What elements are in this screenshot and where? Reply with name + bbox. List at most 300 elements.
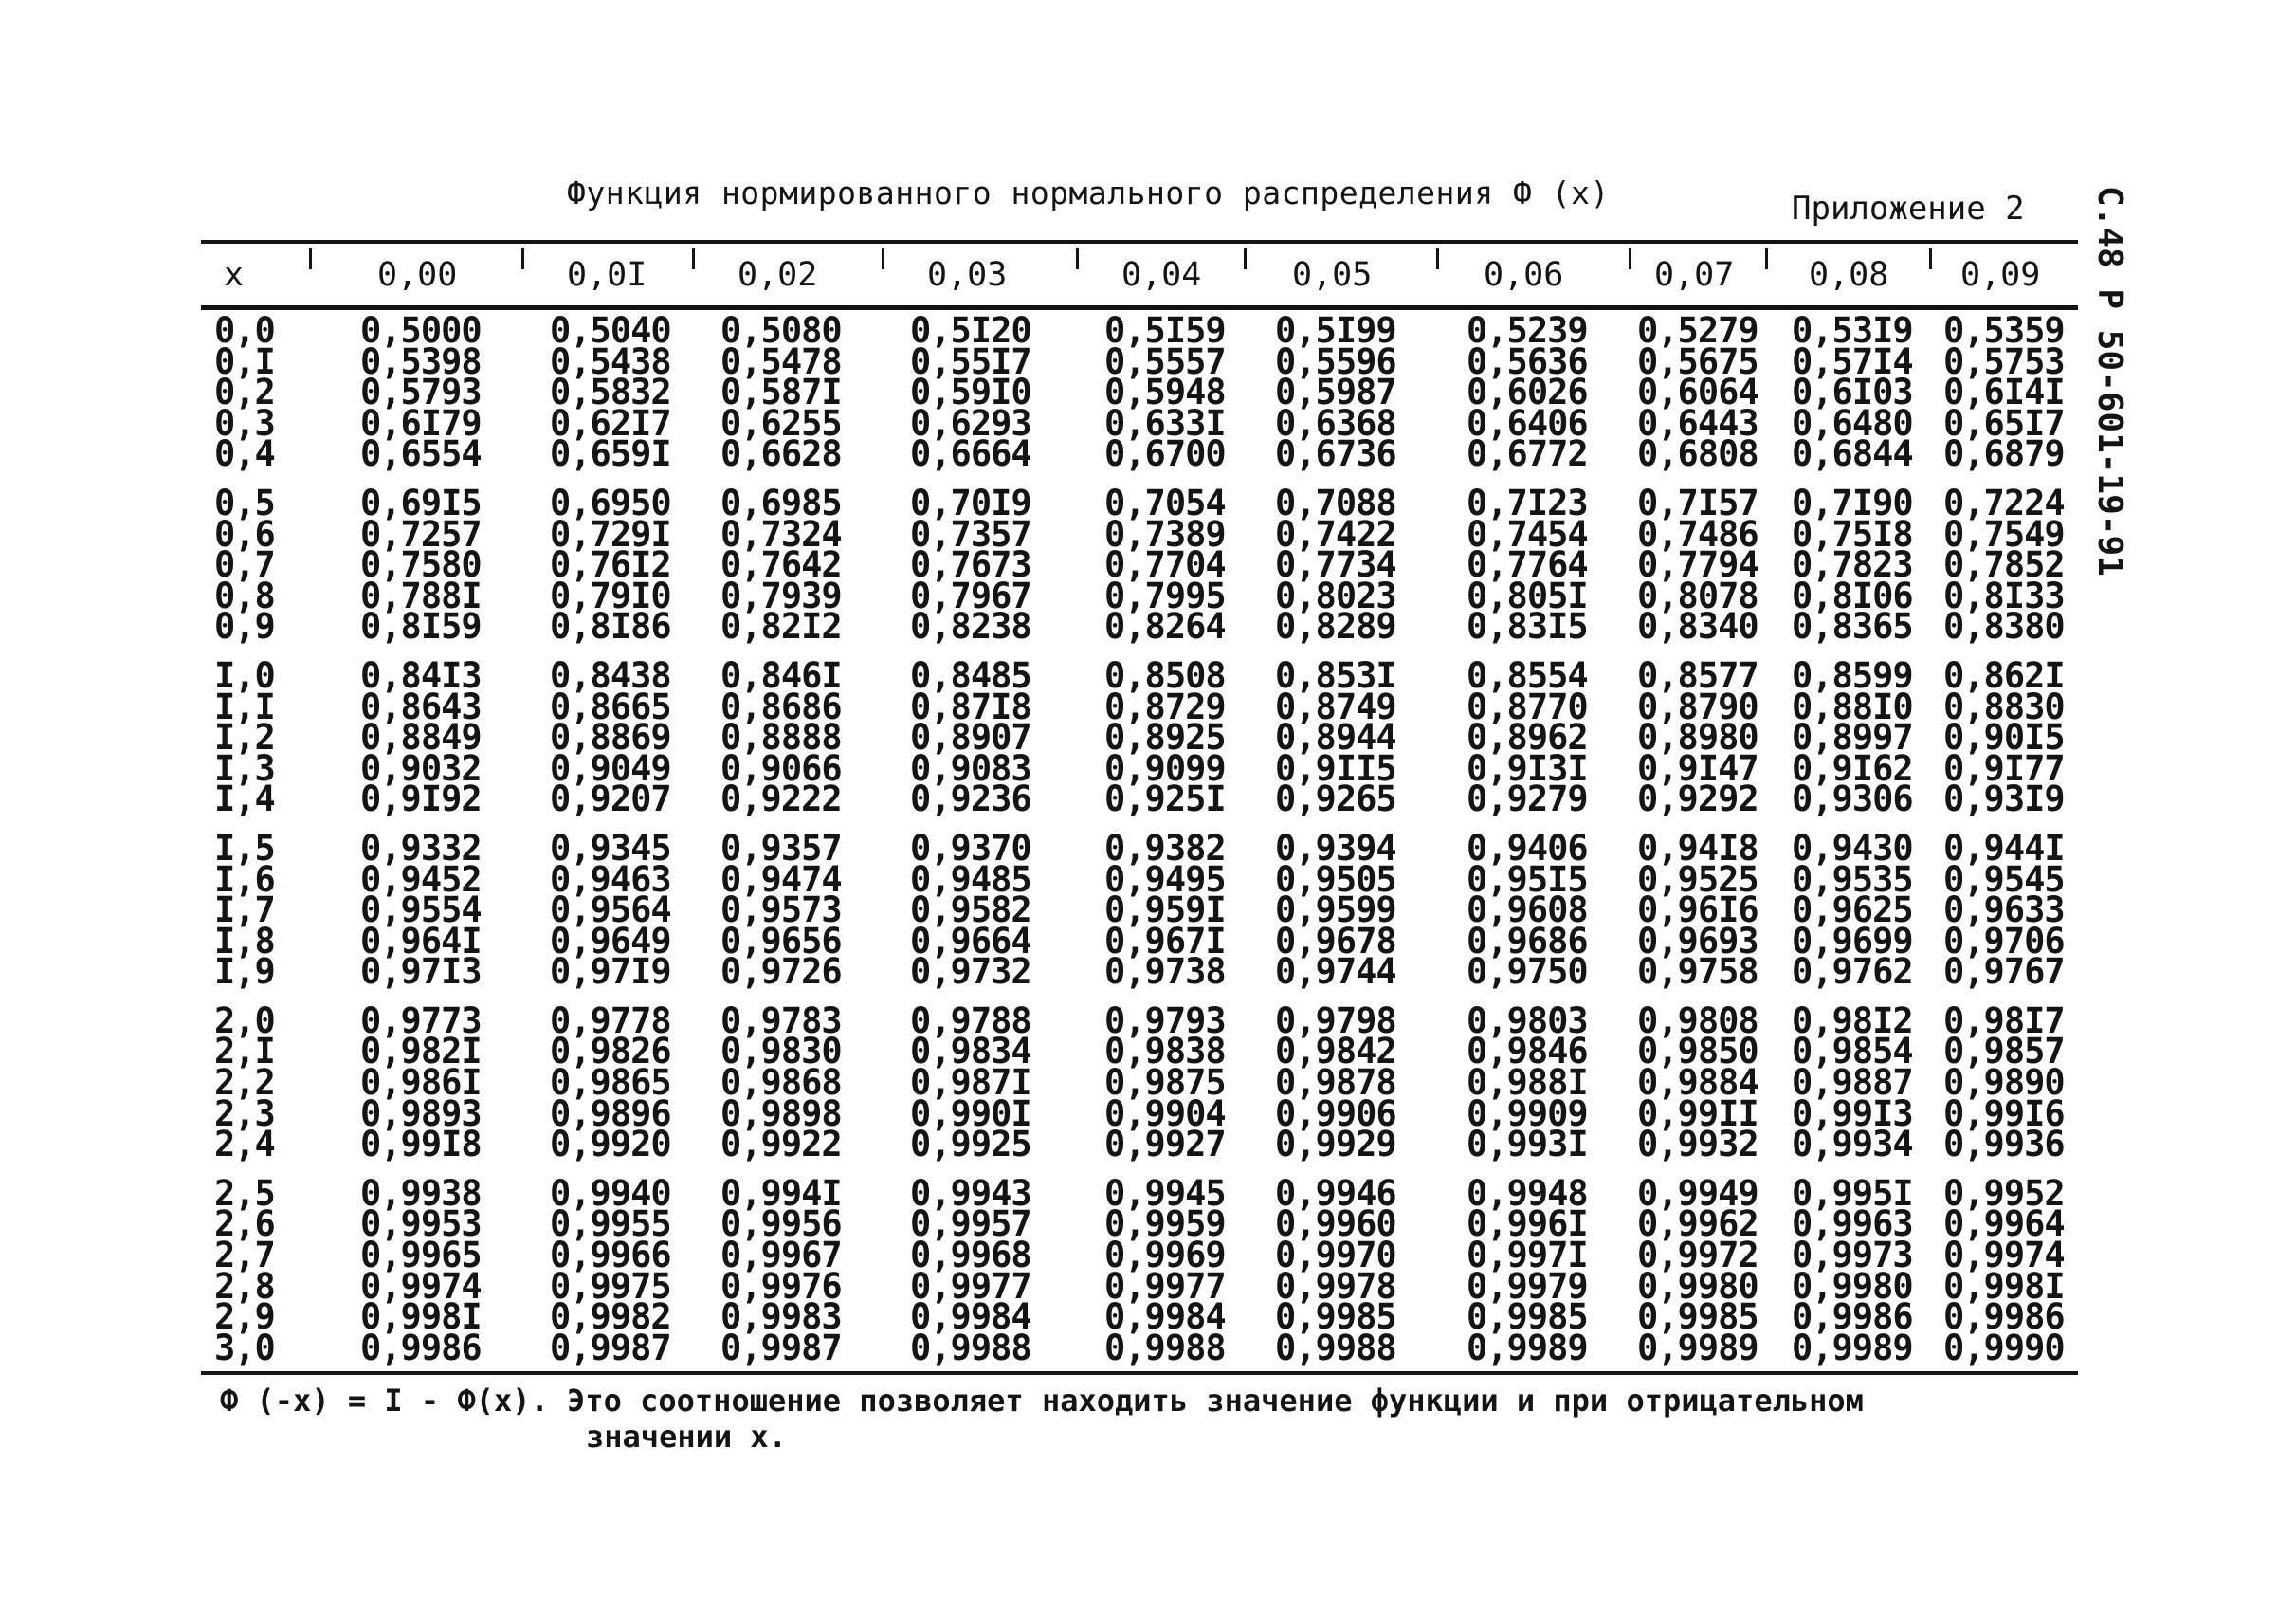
phi-value-cell: 0,6293	[910, 402, 1031, 444]
phi-value-cell: 0,986I	[360, 1062, 482, 1104]
x-value-cell: 0,9	[214, 606, 275, 648]
phi-value-cell: 0,7422	[1275, 513, 1396, 555]
table-title: Функция нормированного нормального распределения Ф (х)	[567, 174, 1610, 211]
phi-value-cell: 0,988I	[1467, 1062, 1588, 1104]
phi-value-cell: 0,9967	[720, 1235, 842, 1276]
phi-value-cell: 0,9345	[550, 827, 671, 869]
phi-value-cell: 0,7549	[1943, 513, 2065, 555]
x-value-cell: 0,I	[214, 340, 275, 382]
phi-value-cell: 0,9940	[550, 1172, 671, 1214]
phi-value-cell: 0,9989	[1637, 1327, 1758, 1368]
phi-value-cell: 0,99I8	[360, 1124, 482, 1165]
phi-value-cell: 0,9934	[1792, 1124, 1913, 1165]
phi-value-cell: 0,9699	[1792, 920, 1913, 962]
phi-value-cell: 0,5000	[360, 310, 482, 351]
phi-value-cell: 0,7939	[720, 575, 842, 616]
phi-value-cell: 0,6064	[1637, 372, 1758, 413]
x-value-cell: I,8	[214, 920, 275, 962]
phi-value-cell: 0,788I	[360, 575, 482, 616]
phi-value-cell: 0,9222	[720, 779, 842, 820]
phi-value-cell: 0,9972	[1637, 1235, 1758, 1276]
column-header: 0,05	[1292, 256, 1373, 294]
phi-value-cell: 0,9986	[1792, 1296, 1913, 1338]
phi-value-cell: 0,5040	[550, 310, 671, 351]
x-value-cell: I,2	[214, 717, 275, 759]
phi-value-cell: 0,9964	[1943, 1203, 2065, 1245]
phi-value-cell: 0,6554	[360, 433, 482, 475]
phi-value-cell: 0,9927	[1104, 1124, 1226, 1165]
phi-value-cell: 0,9798	[1275, 999, 1396, 1041]
phi-value-cell: 0,53I9	[1792, 310, 1913, 351]
phi-value-cell: 0,9920	[550, 1124, 671, 1165]
phi-value-cell: 0,9099	[1104, 747, 1226, 789]
phi-value-cell: 0,967I	[1104, 920, 1226, 962]
phi-value-cell: 0,9750	[1467, 951, 1588, 993]
phi-value-cell: 0,5987	[1275, 372, 1396, 413]
phi-value-cell: 0,862I	[1943, 654, 2065, 696]
column-header: 0,07	[1654, 256, 1735, 294]
phi-value-cell: 0,9265	[1275, 779, 1396, 820]
phi-value-cell: 0,7852	[1943, 544, 2065, 586]
phi-value-cell: 0,8770	[1467, 686, 1588, 727]
x-value-cell: I,9	[214, 951, 275, 993]
phi-value-cell: 0,6480	[1792, 402, 1913, 444]
phi-value-cell: 0,959I	[1104, 889, 1226, 931]
phi-value-cell: 0,7324	[720, 513, 842, 555]
header-divider-tick	[1629, 248, 1631, 269]
phi-value-cell: 0,6879	[1943, 433, 2065, 475]
phi-value-cell: 0,9976	[720, 1265, 842, 1307]
column-header: 0,09	[1960, 256, 2041, 294]
phi-value-cell: 0,8849	[360, 717, 482, 759]
phi-value-cell: 0,6443	[1637, 402, 1758, 444]
phi-value-cell: 0,7704	[1104, 544, 1226, 586]
phi-value-cell: 0,6368	[1275, 402, 1396, 444]
phi-value-cell: 0,995I	[1792, 1172, 1913, 1214]
x-value-cell: 2,9	[214, 1296, 275, 1338]
phi-value-cell: 0,9977	[910, 1265, 1031, 1307]
header-divider-tick	[1436, 248, 1439, 269]
phi-value-cell: 0,7967	[910, 575, 1031, 616]
phi-value-cell: 0,5557	[1104, 340, 1226, 382]
x-value-cell: 0,7	[214, 544, 275, 586]
phi-value-cell: 0,9962	[1637, 1203, 1758, 1245]
phi-value-cell: 0,9868	[720, 1062, 842, 1104]
phi-value-cell: 0,846I	[720, 654, 842, 696]
phi-value-cell: 0,84I3	[360, 654, 482, 696]
phi-value-cell: 0,5239	[1467, 310, 1588, 351]
phi-value-cell: 0,62I7	[550, 402, 671, 444]
phi-value-cell: 0,5080	[720, 310, 842, 351]
phi-value-cell: 0,9975	[550, 1265, 671, 1307]
phi-value-cell: 0,659I	[550, 433, 671, 475]
phi-value-cell: 0,9826	[550, 1031, 671, 1072]
header-divider-tick	[1765, 248, 1768, 269]
phi-value-cell: 0,9987	[720, 1327, 842, 1368]
phi-value-cell: 0,5948	[1104, 372, 1226, 413]
x-value-cell: I,7	[214, 889, 275, 931]
phi-value-cell: 0,55I7	[910, 340, 1031, 382]
x-value-cell: I,I	[214, 686, 275, 727]
phi-value-cell: 0,7486	[1637, 513, 1758, 555]
x-value-cell: I,4	[214, 779, 275, 820]
phi-value-cell: 0,8078	[1637, 575, 1758, 616]
phi-value-cell: 0,9865	[550, 1062, 671, 1104]
phi-value-cell: 0,8I86	[550, 606, 671, 648]
phi-value-cell: 0,9292	[1637, 779, 1758, 820]
phi-value-cell: 0,8830	[1943, 686, 2065, 727]
phi-value-cell: 0,7088	[1275, 482, 1396, 523]
phi-value-cell: 0,9980	[1792, 1265, 1913, 1307]
phi-value-cell: 0,8869	[550, 717, 671, 759]
phi-value-cell: 0,587I	[720, 372, 842, 413]
phi-value-cell: 0,9554	[360, 889, 482, 931]
phi-value-cell: 0,5359	[1943, 310, 2065, 351]
phi-value-cell: 0,9965	[360, 1235, 482, 1276]
x-value-cell: 0,0	[214, 310, 275, 351]
phi-value-cell: 0,5I20	[910, 310, 1031, 351]
phi-value-cell: 0,9985	[1275, 1296, 1396, 1338]
phi-value-cell: 0,9485	[910, 858, 1031, 900]
phi-value-cell: 0,70I9	[910, 482, 1031, 523]
phi-value-cell: 0,8023	[1275, 575, 1396, 616]
phi-value-cell: 0,9952	[1943, 1172, 2065, 1214]
phi-value-cell: 0,9726	[720, 951, 842, 993]
phi-value-cell: 0,7I23	[1467, 482, 1588, 523]
phi-value-cell: 0,9834	[910, 1031, 1031, 1072]
phi-value-cell: 0,9970	[1275, 1235, 1396, 1276]
phi-value-cell: 0,9564	[550, 889, 671, 931]
phi-value-cell: 0,8790	[1637, 686, 1758, 727]
phi-value-cell: 0,6772	[1467, 433, 1588, 475]
phi-value-cell: 0,9890	[1943, 1062, 2065, 1104]
phi-value-cell: 0,6I4I	[1943, 372, 2065, 413]
phi-value-cell: 0,9838	[1104, 1031, 1226, 1072]
phi-value-cell: 0,9904	[1104, 1092, 1226, 1134]
phi-value-cell: 0,6255	[720, 402, 842, 444]
phi-value-cell: 0,996I	[1467, 1203, 1588, 1245]
phi-value-cell: 0,9I62	[1792, 747, 1913, 789]
phi-value-cell: 0,6I79	[360, 402, 482, 444]
phi-value-cell: 0,9430	[1792, 827, 1913, 869]
phi-value-cell: 0,9949	[1637, 1172, 1758, 1214]
phi-value-cell: 0,8749	[1275, 686, 1396, 727]
phi-value-cell: 0,9032	[360, 747, 482, 789]
x-value-cell: 2,I	[214, 1031, 275, 1072]
phi-value-cell: 0,9936	[1943, 1124, 2065, 1165]
phi-value-cell: 0,9693	[1637, 920, 1758, 962]
phi-value-cell: 0,9906	[1275, 1092, 1396, 1134]
phi-value-cell: 0,5I59	[1104, 310, 1226, 351]
phi-value-cell: 0,99II	[1637, 1092, 1758, 1134]
column-header: 0,02	[738, 256, 818, 294]
phi-value-cell: 0,8289	[1275, 606, 1396, 648]
phi-value-cell: 0,7454	[1467, 513, 1588, 555]
column-header: 0,0I	[567, 256, 647, 294]
table-row	[201, 433, 2078, 475]
phi-value-cell: 0,944I	[1943, 827, 2065, 869]
phi-value-cell: 0,9382	[1104, 827, 1226, 869]
phi-value-cell: 0,9969	[1104, 1235, 1226, 1276]
phi-value-cell: 0,8599	[1792, 654, 1913, 696]
phi-value-cell: 0,9956	[720, 1203, 842, 1245]
phi-value-cell: 0,5832	[550, 372, 671, 413]
x-value-cell: I,3	[214, 747, 275, 789]
phi-value-cell: 0,982I	[360, 1031, 482, 1072]
phi-value-cell: 0,9986	[360, 1327, 482, 1368]
phi-value-cell: 0,6628	[720, 433, 842, 475]
phi-value-cell: 0,7642	[720, 544, 842, 586]
phi-value-cell: 0,9959	[1104, 1203, 1226, 1245]
phi-value-cell: 0,7794	[1637, 544, 1758, 586]
row-group	[201, 999, 2078, 1165]
phi-value-cell: 0,88I0	[1792, 686, 1913, 727]
phi-value-cell: 0,9495	[1104, 858, 1226, 900]
x-value-cell: 2,4	[214, 1124, 275, 1165]
phi-value-cell: 0,75I8	[1792, 513, 1913, 555]
x-value-cell: 2,5	[214, 1172, 275, 1214]
phi-value-cell: 0,9982	[550, 1296, 671, 1338]
phi-value-cell: 0,9985	[1637, 1296, 1758, 1338]
column-header: 0,03	[927, 256, 1008, 294]
phi-value-cell: 0,993I	[1467, 1124, 1588, 1165]
phi-value-cell: 0,9394	[1275, 827, 1396, 869]
phi-value-cell: 0,9875	[1104, 1062, 1226, 1104]
phi-value-cell: 0,9505	[1275, 858, 1396, 900]
phi-value-cell: 0,990I	[910, 1092, 1031, 1134]
phi-value-cell: 0,8438	[550, 654, 671, 696]
phi-value-cell: 0,9706	[1943, 920, 2065, 962]
phi-value-cell: 0,9582	[910, 889, 1031, 931]
phi-value-cell: 0,9573	[720, 889, 842, 931]
phi-value-cell: 0,8485	[910, 654, 1031, 696]
phi-value-cell: 0,8944	[1275, 717, 1396, 759]
phi-value-cell: 0,9893	[360, 1092, 482, 1134]
phi-value-cell: 0,9656	[720, 920, 842, 962]
table-top-rule	[201, 240, 2078, 244]
header-divider-tick	[309, 248, 312, 269]
footnote-line-2: значении х.	[586, 1419, 787, 1455]
appendix-label: Приложение 2	[1792, 190, 2025, 228]
phi-value-cell: 0,93I9	[1943, 779, 2065, 820]
column-header: 0,08	[1809, 256, 1889, 294]
phi-value-cell: 0,9960	[1275, 1203, 1396, 1245]
phi-value-cell: 0,9846	[1467, 1031, 1588, 1072]
phi-value-cell: 0,9984	[1104, 1296, 1226, 1338]
phi-value-cell: 0,5793	[360, 372, 482, 413]
phi-value-cell: 0,5279	[1637, 310, 1758, 351]
phi-value-cell: 0,9803	[1467, 999, 1588, 1041]
phi-value-cell: 0,9083	[910, 747, 1031, 789]
phi-value-cell: 0,9925	[910, 1124, 1031, 1165]
phi-value-cell: 0,97I9	[550, 951, 671, 993]
x-value-cell: 0,5	[214, 482, 275, 523]
phi-value-cell: 0,9783	[720, 999, 842, 1041]
phi-value-cell: 0,9979	[1467, 1265, 1588, 1307]
phi-value-cell: 0,9788	[910, 999, 1031, 1041]
x-value-cell: 2,0	[214, 999, 275, 1041]
phi-value-cell: 0,7389	[1104, 513, 1226, 555]
phi-value-cell: 0,65I7	[1943, 402, 2065, 444]
phi-value-cell: 0,95I5	[1467, 858, 1588, 900]
x-value-cell: I,5	[214, 827, 275, 869]
phi-value-cell: 0,9909	[1467, 1092, 1588, 1134]
phi-value-cell: 0,6950	[550, 482, 671, 523]
phi-value-cell: 0,9945	[1104, 1172, 1226, 1214]
phi-value-cell: 0,9664	[910, 920, 1031, 962]
phi-value-cell: 0,9854	[1792, 1031, 1913, 1072]
phi-value-cell: 0,9778	[550, 999, 671, 1041]
phi-value-cell: 0,79I0	[550, 575, 671, 616]
phi-value-cell: 0,9279	[1467, 779, 1588, 820]
phi-value-cell: 0,9758	[1637, 951, 1758, 993]
x-value-cell: 0,6	[214, 513, 275, 555]
phi-value-cell: 0,853I	[1275, 654, 1396, 696]
phi-value-cell: 0,9I3I	[1467, 747, 1588, 789]
phi-value-cell: 0,9948	[1467, 1172, 1588, 1214]
phi-value-cell: 0,7734	[1275, 544, 1396, 586]
phi-value-cell: 0,9957	[910, 1203, 1031, 1245]
phi-value-cell: 0,7257	[360, 513, 482, 555]
phi-value-cell: 0,9I77	[1943, 747, 2065, 789]
phi-value-cell: 0,98I2	[1792, 999, 1913, 1041]
phi-value-cell: 0,9545	[1943, 858, 2065, 900]
phi-value-cell: 0,8508	[1104, 654, 1226, 696]
header-divider-tick	[521, 248, 524, 269]
phi-value-cell: 0,9946	[1275, 1172, 1396, 1214]
phi-value-cell: 0,76I2	[550, 544, 671, 586]
phi-value-cell: 0,6406	[1467, 402, 1588, 444]
header-divider-tick	[1076, 248, 1079, 269]
phi-value-cell: 0,6026	[1467, 372, 1588, 413]
phi-value-cell: 0,9988	[1275, 1327, 1396, 1368]
phi-value-cell: 0,998I	[1943, 1265, 2065, 1307]
phi-value-cell: 0,9236	[910, 779, 1031, 820]
phi-value-cell: 0,9357	[720, 827, 842, 869]
x-value-cell: 0,4	[214, 433, 275, 475]
phi-value-cell: 0,994I	[720, 1172, 842, 1214]
table-row	[201, 1327, 2078, 1368]
phi-value-cell: 0,8925	[1104, 717, 1226, 759]
row-group	[201, 654, 2078, 820]
phi-value-cell: 0,9984	[910, 1296, 1031, 1338]
phi-value-cell: 0,9525	[1637, 858, 1758, 900]
phi-value-cell: 0,9678	[1275, 920, 1396, 962]
x-value-cell: 2,2	[214, 1062, 275, 1104]
phi-value-cell: 0,5478	[720, 340, 842, 382]
phi-value-cell: 0,8962	[1467, 717, 1588, 759]
phi-value-cell: 0,925I	[1104, 779, 1226, 820]
phi-value-cell: 0,997I	[1467, 1235, 1588, 1276]
phi-value-cell: 0,9963	[1792, 1203, 1913, 1245]
phi-value-cell: 0,9953	[360, 1203, 482, 1245]
phi-value-cell: 0,8729	[1104, 686, 1226, 727]
phi-value-cell: 0,7823	[1792, 544, 1913, 586]
phi-value-cell: 0,8997	[1792, 717, 1913, 759]
row-group	[201, 1172, 2078, 1368]
table-row	[201, 1124, 2078, 1165]
phi-value-cell: 0,9599	[1275, 889, 1396, 931]
phi-value-cell: 0,9922	[720, 1124, 842, 1165]
table-row	[201, 606, 2078, 648]
phi-value-cell: 0,90I5	[1943, 717, 2065, 759]
column-header: 0,00	[377, 256, 458, 294]
phi-value-cell: 0,9966	[550, 1235, 671, 1276]
phi-value-cell: 0,9988	[1104, 1327, 1226, 1368]
phi-value-cell: 0,8577	[1637, 654, 1758, 696]
header-divider-tick	[1929, 248, 1932, 269]
phi-value-cell: 0,9987	[550, 1327, 671, 1368]
phi-value-cell: 0,9535	[1792, 858, 1913, 900]
phi-value-cell: 0,9625	[1792, 889, 1913, 931]
x-value-cell: 2,7	[214, 1235, 275, 1276]
phi-value-cell: 0,8380	[1943, 606, 2065, 648]
x-value-cell: 0,3	[214, 402, 275, 444]
phi-value-cell: 0,6736	[1275, 433, 1396, 475]
phi-value-cell: 0,8264	[1104, 606, 1226, 648]
phi-value-cell: 0,9878	[1275, 1062, 1396, 1104]
phi-value-cell: 0,7357	[910, 513, 1031, 555]
x-value-cell: 3,0	[214, 1327, 275, 1368]
phi-value-cell: 0,82I2	[720, 606, 842, 648]
phi-value-cell: 0,9793	[1104, 999, 1226, 1041]
phi-value-cell: 0,9955	[550, 1203, 671, 1245]
phi-value-cell: 0,9980	[1637, 1265, 1758, 1307]
distribution-table-body	[201, 310, 2078, 1382]
phi-value-cell: 0,8888	[720, 717, 842, 759]
row-group	[201, 827, 2078, 993]
column-header: 0,04	[1121, 256, 1202, 294]
header-divider-tick	[882, 248, 884, 269]
phi-value-cell: 0,8643	[360, 686, 482, 727]
phi-value-cell: 0,9463	[550, 858, 671, 900]
phi-value-cell: 0,8554	[1467, 654, 1588, 696]
phi-value-cell: 0,9686	[1467, 920, 1588, 962]
phi-value-cell: 0,7580	[360, 544, 482, 586]
phi-value-cell: 0,9608	[1467, 889, 1588, 931]
phi-value-cell: 0,9306	[1792, 779, 1913, 820]
phi-value-cell: 0,87I8	[910, 686, 1031, 727]
phi-value-cell: 0,9974	[1943, 1235, 2065, 1276]
phi-value-cell: 0,9732	[910, 951, 1031, 993]
document-code-text: С.48 Р 50-601-19-91	[2090, 186, 2129, 577]
phi-value-cell: 0,9898	[720, 1092, 842, 1134]
phi-value-cell: 0,7I57	[1637, 482, 1758, 523]
phi-value-cell: 0,9830	[720, 1031, 842, 1072]
phi-value-cell: 0,5596	[1275, 340, 1396, 382]
phi-value-cell: 0,9973	[1792, 1235, 1913, 1276]
phi-value-cell: 0,7673	[910, 544, 1031, 586]
row-group	[201, 482, 2078, 648]
phi-value-cell: 0,8I59	[360, 606, 482, 648]
phi-value-cell: 0,9049	[550, 747, 671, 789]
header-x: х	[224, 256, 245, 294]
phi-value-cell: 0,94I8	[1637, 827, 1758, 869]
x-value-cell: 0,8	[214, 575, 275, 616]
phi-value-cell: 0,9332	[360, 827, 482, 869]
phi-value-cell: 0,9649	[550, 920, 671, 962]
x-value-cell: I,0	[214, 654, 275, 696]
phi-value-cell: 0,9989	[1467, 1327, 1588, 1368]
x-value-cell: 2,3	[214, 1092, 275, 1134]
phi-value-cell: 0,9989	[1792, 1327, 1913, 1368]
header-divider-tick	[1244, 248, 1247, 269]
x-value-cell: 2,8	[214, 1265, 275, 1307]
phi-value-cell: 0,8I06	[1792, 575, 1913, 616]
phi-value-cell: 0,7995	[1104, 575, 1226, 616]
table-row	[201, 779, 2078, 820]
phi-value-cell: 0,8686	[720, 686, 842, 727]
